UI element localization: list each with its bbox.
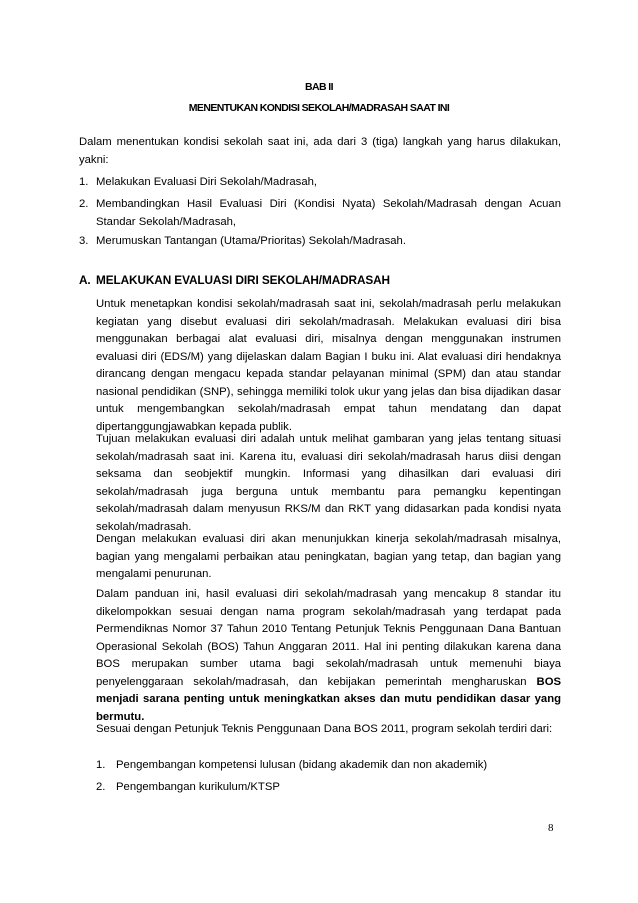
section-paragraph: Sesuai dengan Petunjuk Teknis Penggunaan Dana BOS 2011, program sekolah terdiri dari:: [96, 723, 553, 735]
list-item-number: 2.: [96, 781, 106, 793]
chapter-label: BAB II: [305, 81, 333, 93]
list-item-number: 1.: [96, 759, 106, 771]
section-letter: A.: [79, 273, 91, 287]
section-paragraph: Tujuan melakukan evaluasi diri adalah untuk melihat gambaran yang jelas tentang situasi sekolah/madrasah saat ini. Karena itu, evaluasi diri sekolah/madrasah harus diisi dengan seksama dan seobjektif mungkin. Informasi yang dihasilkan dari evaluasi diri sekolah/madrasah juga berguna untuk membantu para pemangku kepentingan sekolah/madrasah dalam menyusun RKS/M dan RKT yang didasarkan pada kondisi nyata sekolah/madrasah.: [96, 433, 561, 533]
list-item-number: 3.: [79, 235, 89, 247]
section-paragraph: Dengan melakukan evaluasi diri akan menunjukkan kinerja sekolah/madrasah misalnya, bagian yang mengalami perbaikan atau peningkatan, bagian yang tetap, dan bagian yang mengalami penurunan.: [96, 533, 561, 580]
paragraph-text: Dalam panduan ini, hasil evaluasi diri sekolah/madrasah yang mencakup 8 standar itu dikelompokkan sesuai dengan nama program sekolah/madrasah yang terdapat pada Permendiknas Nomor 37 Tahun 2010 Tentang Petunjuk Teknis Penggunaan Dana Bantuan Operasional Sekolah (BOS) Tahun Anggaran 2011. Hal ini penting dilakukan karena dana BOS merupakan sumber utama bagi sekolah/madrasah untuk memenuhi biaya penyelenggaraan sekolah/madrasah, dan kebijakan pemerintah mengharuskan: [96, 588, 561, 688]
section-paragraph: [96, 586, 561, 726]
page-number: 8: [548, 822, 554, 834]
list-item: Pengembangan kurikulum/KTSP: [116, 781, 280, 793]
list-item-number: 1.: [79, 176, 89, 188]
list-item: Membandingkan Hasil Evaluasi Diri (Kondisi Nyata) Sekolah/Madrasah dengan Acuan Standar Sekolah/Madrasah,: [96, 198, 561, 228]
emphasis-text: BOS menjadi sarana penting untuk meningkatkan akses dan mutu pendidikan dasar yang bermutu.: [96, 675, 562, 723]
section-paragraph: Untuk menetapkan kondisi sekolah/madrasah saat ini, sekolah/madrasah perlu melakukan kegiatan yang disebut evaluasi diri sekolah/madrasah. Melakukan evaluasi diri bisa menggunakan berbagai alat evaluasi diri, misalnya dengan menggunakan instrumen evaluasi diri (EDS/M) yang dijelaskan dalam Bagian I buku ini. Alat evaluasi diri hendaknya dirancang dengan mengacu kepada standar pelayanan minimal (SPM) dan atau standar nasional pendidikan (SNP), sehingga memiliki tolok ukur yang jelas dan bisa dijadikan dasar untuk mengembangkan sekolah/madrasah empat tahun mendatang dan dapat dipertanggungjawabkan kepada publik.: [96, 298, 561, 433]
section-title: MELAKUKAN EVALUASI DIRI SEKOLAH/MADRASAH: [96, 273, 390, 287]
list-item: Melakukan Evaluasi Diri Sekolah/Madrasah,: [96, 176, 318, 188]
list-item: Pengembangan kompetensi lulusan (bidang akademik dan non akademik): [116, 759, 488, 771]
list-item-number: 2.: [79, 198, 89, 210]
intro-paragraph: Dalam menentukan kondisi sekolah saat ini, ada dari 3 (tiga) langkah yang harus dilakukan, yakni:: [79, 136, 561, 166]
chapter-title: MENENTUKAN KONDISI SEKOLAH/MADRASAH SAAT INI: [188, 102, 450, 114]
section-heading: [79, 273, 390, 287]
list-item: Merumuskan Tantangan (Utama/Prioritas) Sekolah/Madrasah.: [96, 235, 406, 247]
